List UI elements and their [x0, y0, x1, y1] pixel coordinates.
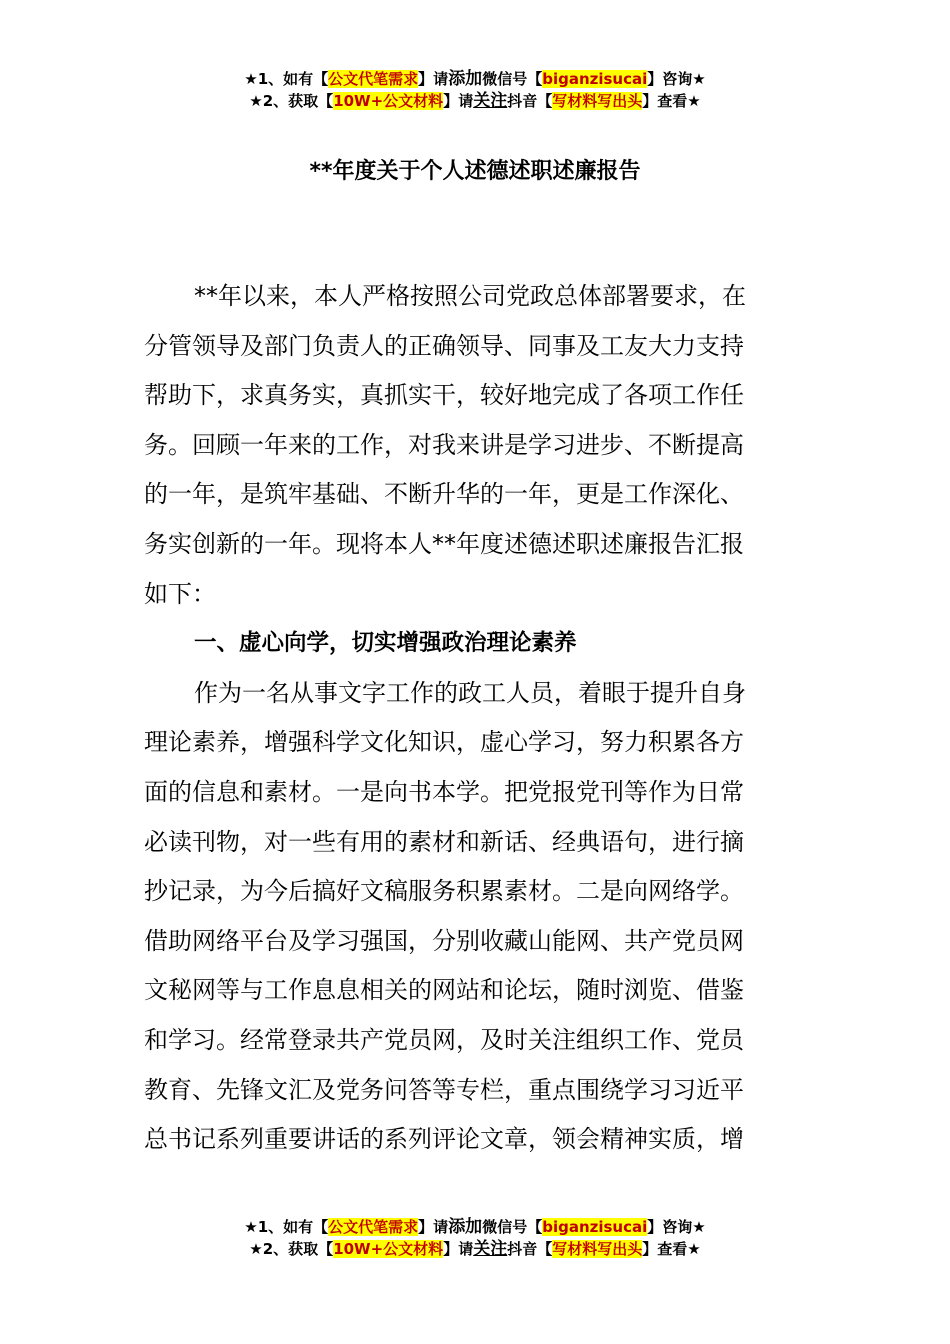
body-line: 作为一名从事文字工作的政工人员，着眼于提升自身 [194, 678, 746, 707]
body-line: 理论素养，增强科学文化知识，虚心学习，努力积累各方 [144, 728, 744, 757]
document-title: **年度关于个人述德述职述廉报告 [309, 159, 641, 184]
promo-line-1 [0, 68, 950, 90]
promo-emphasis: 添加 [448, 1217, 483, 1237]
promo-text: ★1、如有【 [244, 1218, 329, 1236]
promo-text: 】请 [443, 1240, 474, 1258]
promo-text: 微信号【 [482, 70, 543, 88]
promo-text: 抖音【 [507, 92, 553, 110]
promo-line-2 [0, 1238, 950, 1260]
body-line: 必读刊物，对一些有用的素材和新话、经典语句，进行摘 [144, 827, 744, 856]
body-line: 帮助下，求真务实，真抓实干，较好地完成了各项工作任 [144, 381, 744, 410]
promo-highlight: 公文代笔需求 [328, 70, 419, 88]
promo-text: 】查看★ [642, 1240, 701, 1258]
promo-highlight: 写材料写出头 [552, 92, 643, 110]
promo-line-1 [0, 1216, 950, 1238]
body-line: 教育、先锋文汇及党务问答等专栏，重点围绕学习习近平 [144, 1075, 744, 1104]
body-line: 务。回顾一年来的工作，对我来讲是学习进步、不断提高 [144, 430, 744, 459]
body-line: **年以来，本人严格按照公司党政总体部署要求，在 [194, 282, 746, 310]
body-line: 文秘网等与工作息息相关的网站和论坛，随时浏览、借鉴 [144, 976, 744, 1005]
body-line: 分管领导及部门负责人的正确领导、同事及工友大力支持 [144, 331, 744, 360]
promo-highlight: 10W+公文材料 [333, 92, 444, 110]
body-line: 总书记系列重要讲话的系列评论文章，领会精神实质，增 [144, 1125, 744, 1154]
promo-emphasis: 关注 [473, 1239, 508, 1259]
promo-line-2 [0, 90, 950, 112]
body-line: 务实创新的一年。现将本人**年度述德述职述廉报告汇报 [144, 529, 744, 558]
promo-text: 】请 [418, 70, 449, 88]
promo-emphasis: 添加 [448, 69, 483, 89]
body-line: 如下： [144, 579, 216, 608]
body-line: 面的信息和素材。一是向书本学。把党报党刊等作为日常 [144, 777, 744, 806]
promo-highlight: 10W+公文材料 [333, 1240, 444, 1258]
promo-text: 】请 [418, 1218, 449, 1236]
promo-text: 】咨询★ [647, 70, 706, 88]
promo-highlight: biganzisucai [542, 70, 648, 88]
promo-text: 】请 [443, 92, 474, 110]
promo-text: 】咨询★ [647, 1218, 706, 1236]
promo-text: 微信号【 [482, 1218, 543, 1236]
promo-emphasis: 关注 [473, 91, 508, 111]
promo-banner-bottom [0, 1216, 950, 1260]
document-body [144, 272, 808, 1165]
body-line: 和学习。经常登录共产党员网，及时关注组织工作、党员 [144, 1025, 744, 1054]
body-line: 抄记录，为今后搞好文稿服务积累素材。二是向网络学。 [144, 877, 744, 906]
promo-text: 】查看★ [642, 92, 701, 110]
promo-text: ★2、获取【 [249, 92, 334, 110]
promo-text: ★1、如有【 [244, 70, 329, 88]
section-heading: 一、虚心向学，切实增强政治理论素养 [194, 630, 577, 657]
promo-banner-top [0, 68, 950, 112]
promo-text: 抖音【 [507, 1240, 553, 1258]
promo-highlight: 写材料写出头 [552, 1240, 643, 1258]
body-line: 借助网络平台及学习强国，分别收藏山能网、共产党员网 [144, 926, 744, 955]
promo-text: ★2、获取【 [249, 1240, 334, 1258]
body-line: 的一年，是筑牢基础、不断升华的一年，更是工作深化、 [144, 480, 744, 509]
promo-highlight: biganzisucai [542, 1218, 648, 1236]
promo-highlight: 公文代笔需求 [328, 1218, 419, 1236]
